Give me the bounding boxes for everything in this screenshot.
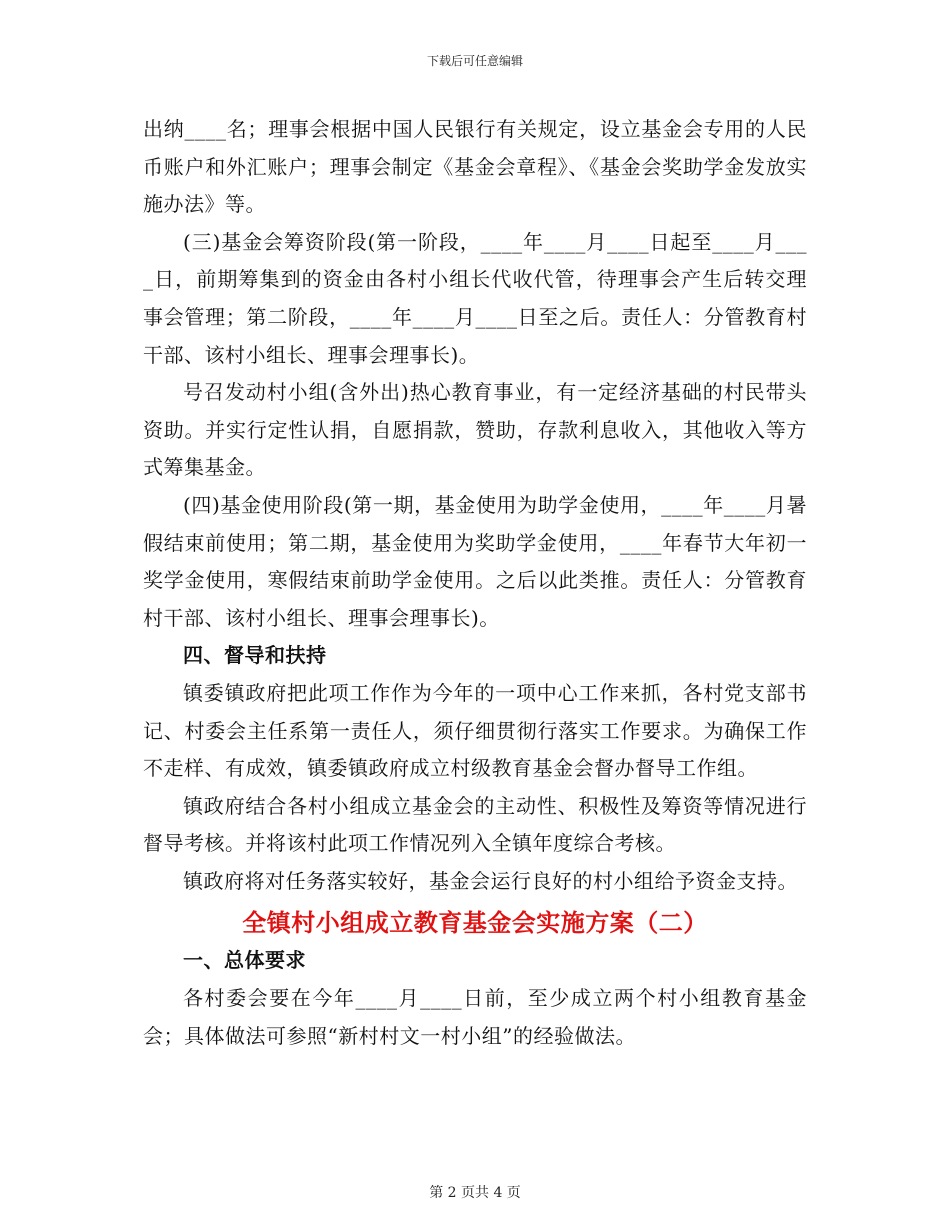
document-body	[143, 111, 807, 1055]
page-header: 下载后可任意编辑	[426, 54, 523, 68]
section-heading-supervision: 四、督导和扶持	[183, 643, 327, 668]
paragraph-fund-usage-stage: (四)基金使用阶段(第一期，基金使用为助学金使用，____年____月暑假结束前使用；第二期，基金使用为奖助学金使用，____年春节大年初一奖学金使用，寒假结束前助学金使用。之后以此类推。责任人：分管教育村干部、该村小组长、理事会理事长)。	[143, 492, 807, 630]
document-title-2: 全镇村小组成立教育基金会实施方案（二）	[242, 909, 708, 938]
paragraph-supervision-1: 镇委镇政府把此项工作作为今年的一项中心工作来抓，各村党支部书记、村委会主任系第一责任人，须仔细贯彻行落实工作要求。为确保工作不走样、有成效，镇委镇政府成立村级教育基金会督办督导工作组。	[143, 680, 807, 781]
paragraph-supervision-3: 镇政府将对任务落实较好，基金会运行良好的村小组给予资金支持。	[183, 868, 798, 893]
paragraph-mobilize: 号召发动村小组(含外出)热心教育事业，有一定经济基础的村民带头资助。并实行定性认捐，自愿捐款，赞助，存款利息收入，其他收入等方式筹集基金。	[143, 380, 807, 480]
paragraph-supervision-2: 镇政府结合各村小组成立基金会的主动性、积极性及筹资等情况进行督导考核。并将该村此项工作情况列入全镇年度综合考核。	[143, 793, 807, 856]
paragraph-1: 出纳____名；理事会根据中国人民银行有关规定，设立基金会专用的人民币账户和外汇账户；理事会制定《基金会章程》、《基金会奖助学金发放实施办法》等。	[143, 117, 807, 217]
paragraph-fundraising-stage: (三)基金会筹资阶段(第一阶段，____年____月____日起至____月____日，前期筹集到的资金由各村小组长代收代管，待理事会产生后转交理事会管理；第二阶段，____年____月____日至之后。责任人：分管教育村干部、该村小组长、理事会理事长)。	[143, 229, 807, 367]
paragraph-general-requirements: 各村委会要在今年____月____日前，至少成立两个村小组教育基金会；具体做法可参照“新村村文一村小组”的经验做法。	[143, 986, 807, 1048]
section-heading-general: 一、总体要求	[183, 948, 306, 973]
page-footer: 第 2 页共 4 页	[429, 1185, 521, 1201]
